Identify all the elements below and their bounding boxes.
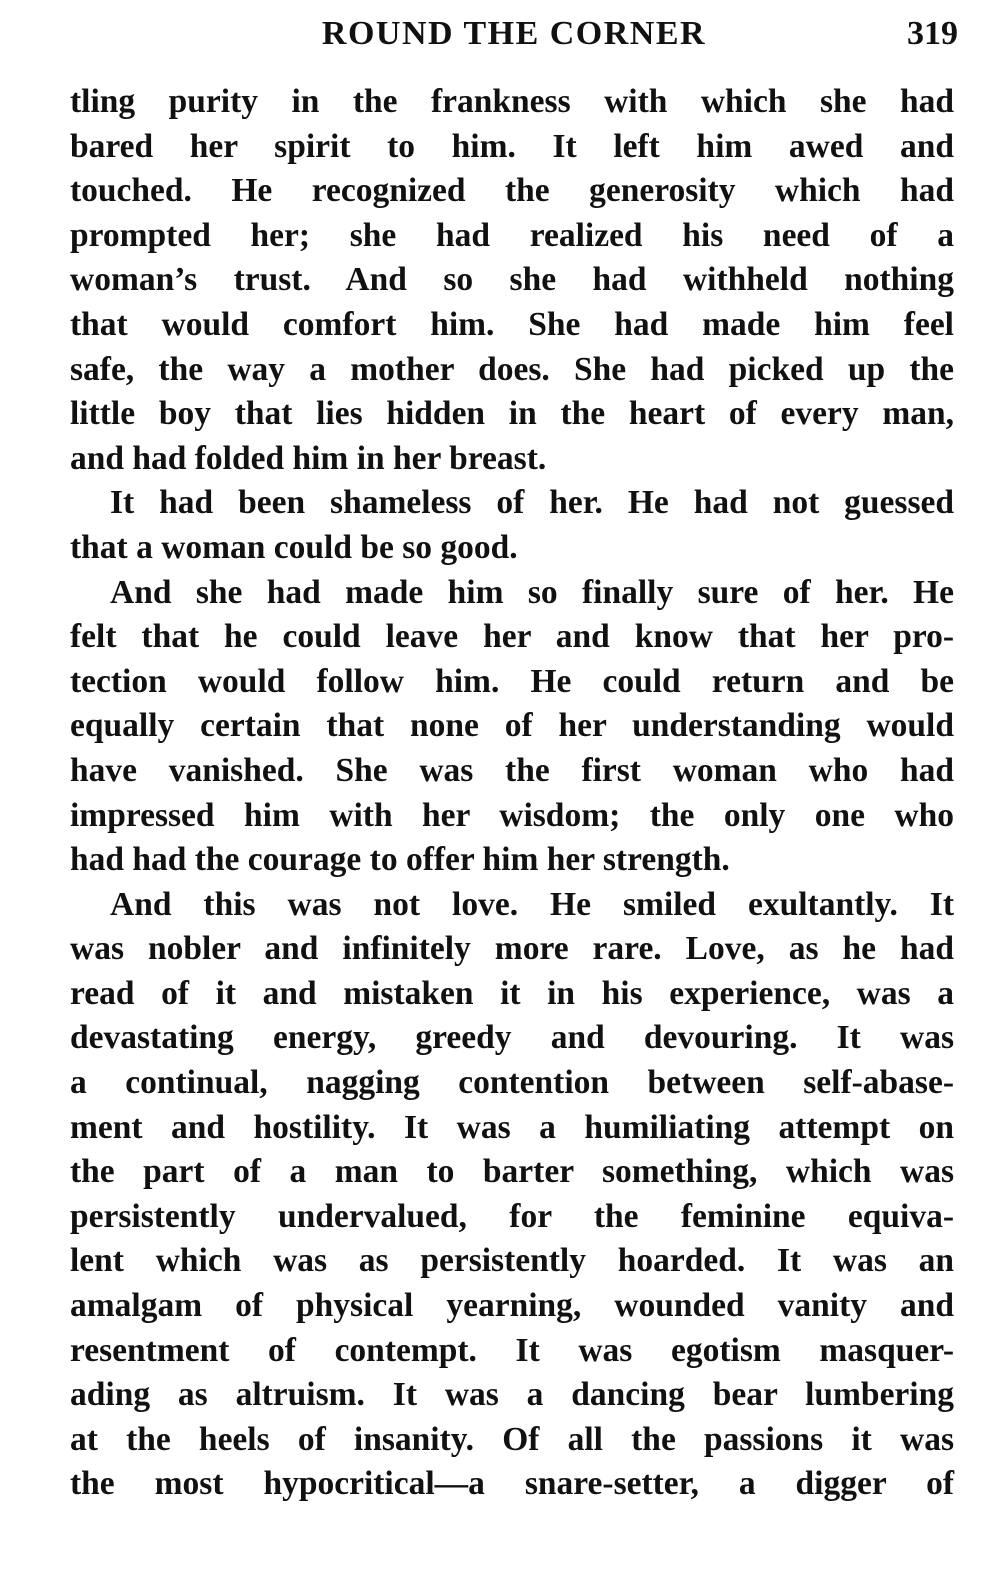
text-line: safe, the way a mother does. She had picked up the xyxy=(70,350,954,388)
text-line: was nobler and infinitely more rare. Love, as he had xyxy=(70,930,954,968)
text-line: felt that he could leave her and know that her pro- xyxy=(70,618,954,656)
text-line: that a woman could be so good. xyxy=(70,528,518,566)
page-number: 319 xyxy=(907,15,958,52)
text-line: ading as altruism. It was a dancing bear lumbering xyxy=(70,1376,954,1414)
text-line: had had the courage to offer him her strength. xyxy=(70,841,730,879)
text-line: And this was not love. He smiled exultantly. It xyxy=(110,885,954,923)
text-line: and had folded him in her breast. xyxy=(70,439,547,477)
running-title: ROUND THE CORNER xyxy=(321,15,707,52)
text-line: tling purity in the frankness with which she had xyxy=(70,83,954,120)
text-line: have vanished. She was the first woman who had xyxy=(70,751,954,789)
text-line: devastating energy, greedy and devouring. It was xyxy=(70,1019,954,1057)
text-line: And she had made him so finally sure of her. He xyxy=(110,573,954,611)
text-line: prompted her; she had realized his need of a xyxy=(70,216,954,254)
text-line: persistently undervalued, for the feminine equiva- xyxy=(70,1197,954,1235)
text-line: resentment of contempt. It was egotism masquer- xyxy=(70,1331,954,1369)
text-line: touched. He recognized the generosity which had xyxy=(70,172,954,210)
running-head xyxy=(70,12,958,56)
text-line: bared her spirit to him. It left him awed and xyxy=(70,127,954,165)
text-line: impressed him with her wisdom; the only one who xyxy=(70,796,954,834)
text-line: ment and hostility. It was a humiliating attempt on xyxy=(70,1108,954,1146)
text-line: the part of a man to barter something, which was xyxy=(70,1153,954,1191)
text-line: lent which was as persistently hoarded. It was an xyxy=(70,1242,954,1280)
text-line: tection would follow him. He could return and be xyxy=(70,662,954,700)
text-line: amalgam of physical yearning, wounded vanity and xyxy=(70,1287,954,1325)
text-line: woman’s trust. And so she had withheld nothing xyxy=(70,261,954,299)
text-line: that would comfort him. She had made him feel xyxy=(70,305,954,343)
text-line: It had been shameless of her. He had not guessed xyxy=(110,484,954,522)
text-line: little boy that lies hidden in the heart of every man, xyxy=(70,395,954,433)
text-line: the most hypocritical—a snare-setter, a digger of xyxy=(70,1465,954,1503)
text-line: at the heels of insanity. Of all the passions it was xyxy=(70,1420,954,1458)
body-text xyxy=(70,80,954,1507)
text-line: equally certain that none of her understanding would xyxy=(70,707,954,745)
text-line: a continual, nagging contention between self-abase- xyxy=(70,1064,954,1102)
text-line: read of it and mistaken it in his experience, was a xyxy=(70,974,954,1012)
